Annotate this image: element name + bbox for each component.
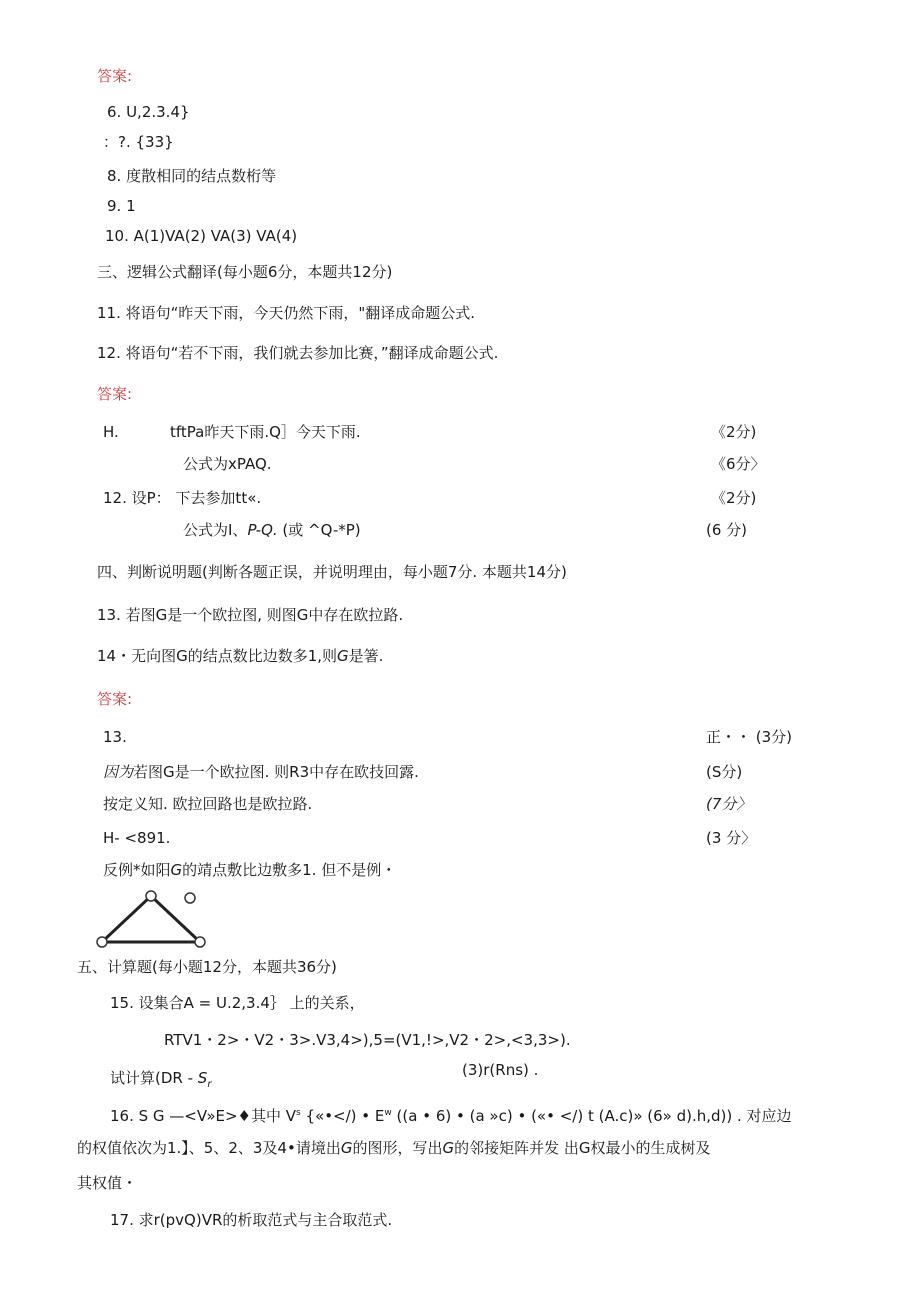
question-17: 17. 求r(pvQ)VR的析取范式与主合取范式. xyxy=(110,1211,393,1229)
answer-item: 6. U,2.3.4} xyxy=(107,103,190,121)
answer-text: 12. 设P： 下去参加tt«. xyxy=(103,489,262,507)
question-16-line2: 的权值依次为1.】、5、2、3及4•请境出G的图形，写出G的邻接矩阵并发 出G权最小的生成树及 xyxy=(77,1139,711,1157)
answer-item: 10. A(1)VA(2) VA(3) VA(4) xyxy=(105,227,298,245)
section-heading: 五、计算题(每小题12分，本题共36分) xyxy=(77,958,337,976)
question-13: 13. 若图G是一个欧拉图, 则图G中存在欧拉路. xyxy=(97,606,404,624)
section-heading: 四、判断说明题(判断各题正误，并说明理由，每小题7分. 本题共14分) xyxy=(97,563,567,581)
score: (6 分) xyxy=(706,521,748,539)
score: 《2分) xyxy=(711,489,757,507)
section-heading: 三、逻辑公式翻译(每小题6分，本题共12分) xyxy=(97,263,393,281)
graph-node xyxy=(195,937,205,947)
answer-text: tftPa昨天下雨.Q］今天下雨. xyxy=(170,423,361,441)
graph-edge xyxy=(102,896,151,942)
answer-label: 答案: xyxy=(97,690,133,708)
relation-definition: RTV1・2>・V2・3>.V3,4>),5=(V1,!>,V2・2>,<3,3>). xyxy=(164,1031,571,1049)
answer-text: 因为若图G是一个欧拉图. 则R3中存在欧技回露. xyxy=(103,763,419,781)
answer-formula: 公式为I、P-Q. (或 ^Q-*P) xyxy=(183,521,361,539)
calc-instruction: 试计算($DR - S_r$ xyxy=(110,1069,212,1090)
question-14: 14・无向图G的结点数比边数多1,则G是箸. xyxy=(97,647,384,665)
question-15: 15. 设集合A = U.2,3.4｝ 上的关系， xyxy=(110,994,365,1012)
score: 《2分) xyxy=(711,423,757,441)
question-16-line1: 16. S G —<V»E>♦其中 $V^s$ {«•</) • $E^w$ ((a • 6) • (a »c) • («• </) t (A.c)» (6» d).h,d)) . 对应边 xyxy=(110,1107,792,1125)
calc-part-3: (3)r(Rns) . xyxy=(462,1061,539,1079)
answer-number: H. xyxy=(103,423,119,441)
answer-text: 按定义知. 欧拉回路也是欧拉路. xyxy=(103,795,313,813)
question-11: 11. 将语句“昨天下雨，今天仍然下雨，"翻译成命题公式. xyxy=(97,304,476,322)
counterexample-graph xyxy=(94,888,212,950)
answer-label: 答案: xyxy=(97,385,133,403)
answer-item: ：?. {33} xyxy=(103,133,174,151)
score: (3 分〉 xyxy=(706,829,757,847)
score: 正・・ (3分) xyxy=(706,728,793,746)
answer-item: 8. 度散相同的结点数桁等 xyxy=(107,167,277,185)
question-12: 12. 将语句“若不下雨，我们就去参加比赛，”翻译成命题公式. xyxy=(97,344,499,362)
answer-text: 公式为xPAQ. xyxy=(183,455,272,473)
answer-number: 13. xyxy=(103,728,127,746)
score: (S分) xyxy=(706,763,743,781)
score: 《6分〉 xyxy=(711,455,766,473)
answer-text: 反例*如阳G的靖点敷比边敷多1. 但不是例・ xyxy=(103,861,397,879)
score: (7分〉 xyxy=(706,795,752,813)
answer-text: H- <891. xyxy=(103,829,171,847)
graph-node xyxy=(185,893,195,903)
graph-node xyxy=(97,937,107,947)
graph-node xyxy=(146,891,156,901)
question-16-line3: 其权值・ xyxy=(77,1174,138,1192)
answer-item: 9. 1 xyxy=(107,197,136,215)
answer-label: 答案: xyxy=(97,67,133,85)
